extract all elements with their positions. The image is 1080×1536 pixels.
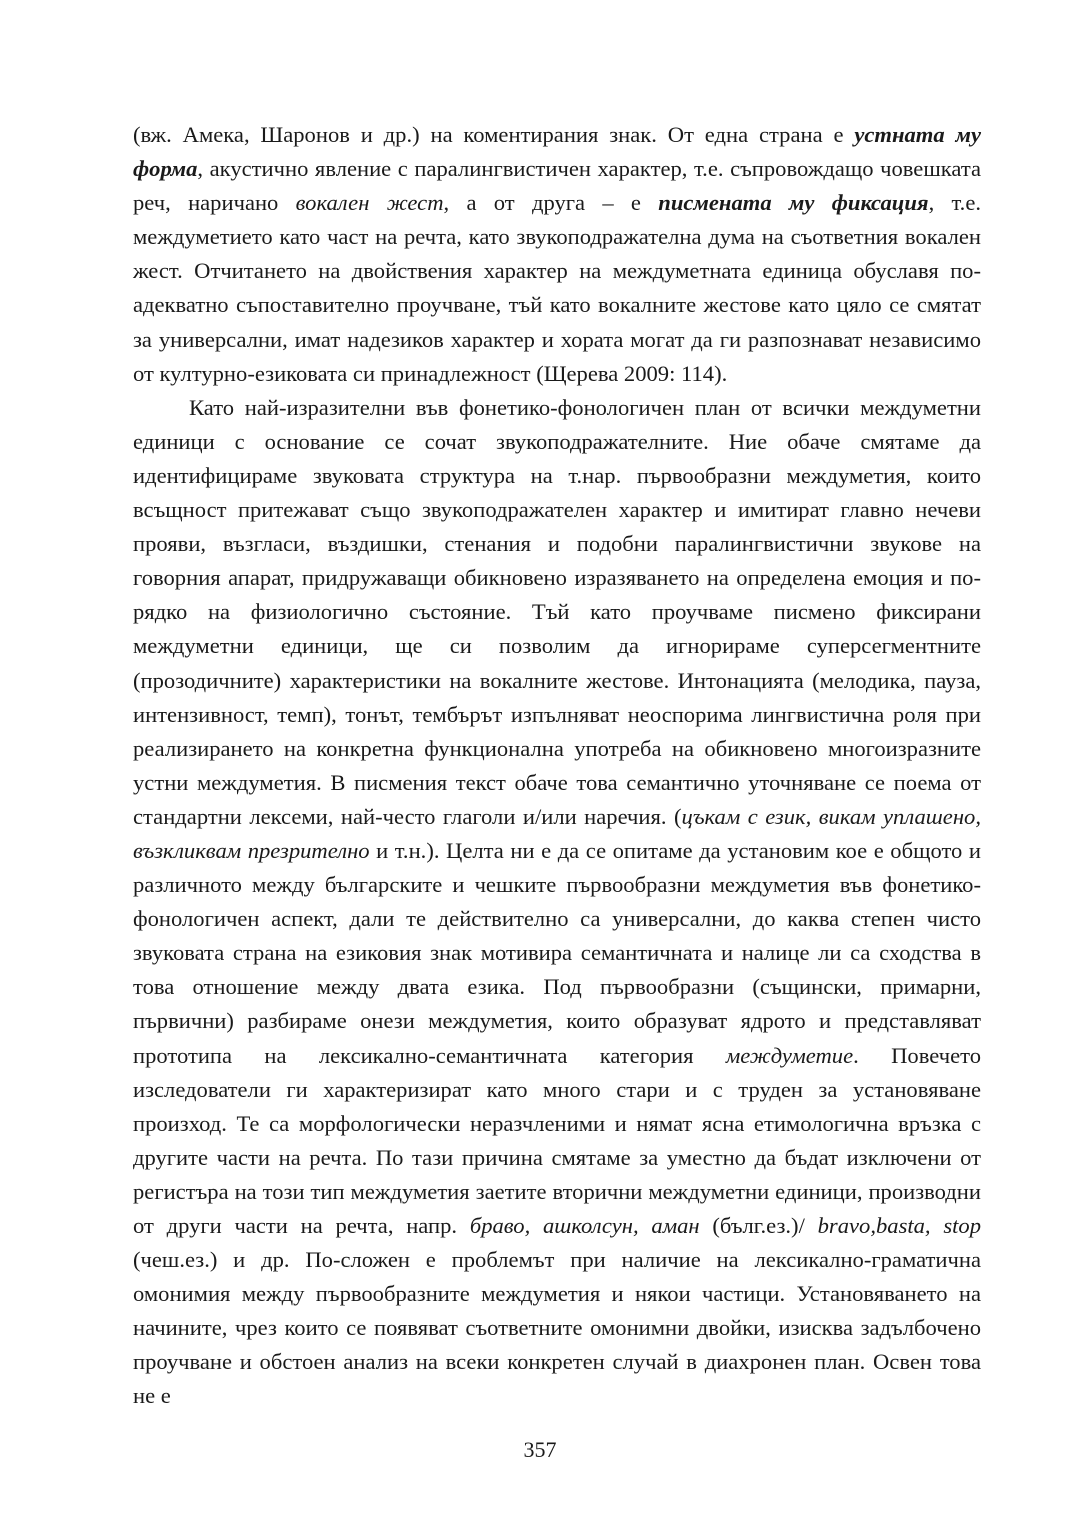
text-run: (чеш.ез.) и др. По-сложен е проблемът при наличие на лексикално-граматична омонимия между първообразните междуметия и някои частици. Установяването на начините, чрез които се появяват съответните омонимни двойки, изисква задълбочено проучване и обстоен анализ на всеки конкретен случай в диахронен план. Освен това не е: [133, 1247, 981, 1409]
paragraph-2: [133, 391, 981, 1414]
text-run: Като най-изразителни във фонетико-фонологичен план от всички междуметни единици с основание се сочат звукоподражателните. Ние обаче смятаме да идентифицираме звуковата структура на т.нар. първообразни междуметия, които всъщност притежават също звукоподражателен характер и имитират главно нечеви прояви, възгласи, въздишки, стенания и подобни паралингвистични звукове на говорния апарат, придружаващи обикновено изразяването на определена емоция и по-рядко на физиологично състояние. Тъй като проучваме писмено фиксирани междуметни единици, ще си позволим да игнорираме суперсегментните (прозодичните) характеристики на вокалните жестове. Интонацията (мелодика, пауза, интензивност, темп), тонът, тембърът изпълняват неоспорима лингвистична роля при реализирането на конкретна функционална употреба на обикновено многоизразните устни междуметия. В писмения текст обаче това семантично уточняване се поема от стандартни лексеми, най-често глаголи и/или наречия. (: [133, 394, 981, 829]
text-run: (бълг.ез.)/: [699, 1213, 818, 1238]
page-number: 357: [523, 1437, 557, 1462]
text-run: и т.н.). Целта ни е да се опитаме да установим кое е общото и различното между българските и чешките първообразни междуметия във фонетико-фонологичен аспект, дали те действително са универсални, до каква степен чисто звуковата страна на езиковия знак мотивира семантичната и налице ли са сходства в това отношение между двата езика. Под първообразни (същински, примарни, първични) разбираме онези междуметия, които образуват ядрото и представляват прототипа на лексикално-семантичната категория: [133, 837, 981, 1068]
text-run: . Повечето изследователи ги характеризират като много стари и с труден за установяване произход. Те са морфологически неразчленими и нямат ясна етимологична връзка с другите части на речта. По тази причина смятаме за уместно да бъдат изключени от регистъра на този тип междуметия заетите вторични междуметни единици, производни от други части на речта, напр.: [133, 1042, 981, 1238]
text-run: , акустично явление с паралингвистичен характер, т.е. съпровождащо човешката реч, наричано: [133, 156, 981, 216]
text-run: , т.е. междуметието като част на речта, като звукоподражателна дума на съответния вокален жест. Отчитането на двойствения характер на междуметната единица обуславя по-адекватно съпоставително проучване, тъй като вокалните жестове като цяло се смятат за универсални, имат надезиков характер и хората могат да ги разпознават независимо от културно-езиковата си принадлежност (Щерева 2009: 114).: [133, 190, 982, 386]
emphasis-bold-italic: устната му форма: [133, 122, 982, 182]
page-body: [133, 118, 981, 1414]
text-run: (вж. Амека, Шаронов и др.) на коментирания знак. От една страна е: [133, 122, 855, 147]
emphasis-italic: браво, ашколсун, аман: [469, 1213, 700, 1238]
paragraph-1: [133, 118, 981, 391]
emphasis-italic: bravo,basta, stop: [817, 1213, 981, 1238]
emphasis-italic: междуметие: [725, 1042, 854, 1068]
emphasis-italic: цъкам с език, викам уплашено, възкликвам презрително: [133, 803, 981, 863]
emphasis-italic: вокален жест: [295, 190, 444, 216]
text-run: , а от друга – е: [443, 190, 659, 216]
emphasis-bold-italic: писмената му фиксация: [658, 190, 929, 216]
